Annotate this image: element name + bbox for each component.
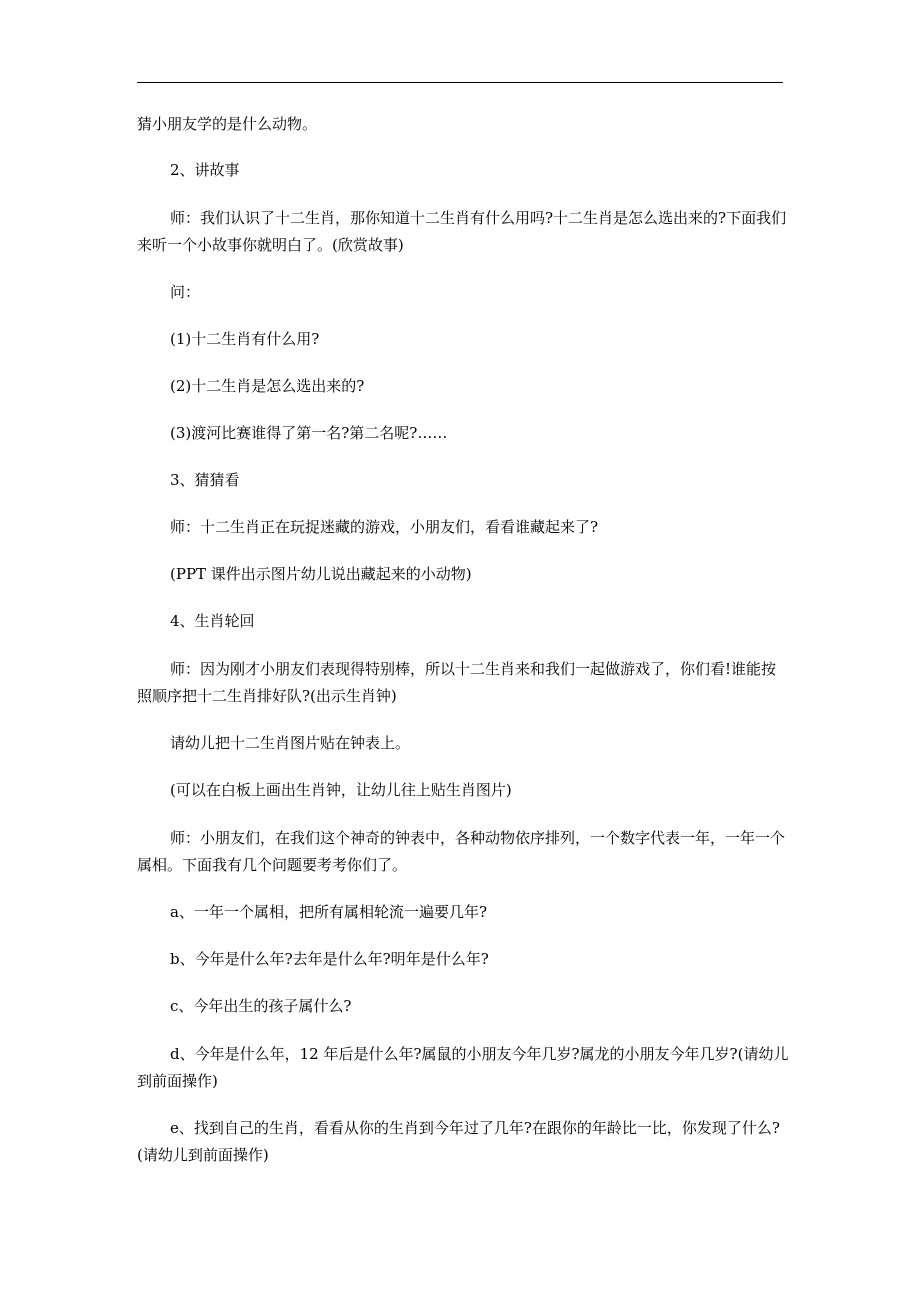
list-item: b、今年是什么年?去年是什么年?明年是什么年?: [170, 950, 489, 968]
list-item: (2)十二生肖是怎么选出来的?: [170, 377, 365, 395]
list-item: (3)渡河比赛谁得了第一名?第二名呢?……: [170, 424, 448, 442]
section-heading: 4、生肖轮回: [170, 612, 255, 630]
list-item: d、今年是什么年，12 年后是什么年?属鼠的小朋友今年几岁?属龙的小朋友今年几岁?(请幼儿到前面操作): [137, 1045, 789, 1090]
paragraph: 请幼儿把十二生肖图片贴在钟表上。: [170, 734, 411, 752]
paragraph: 师：十二生肖正在玩捉迷藏的游戏，小朋友们，看看谁藏起来了?: [170, 518, 599, 536]
section-heading: 2、讲故事: [170, 161, 240, 179]
header-rule: [137, 82, 783, 83]
paragraph: (可以在白板上画出生肖钟，让幼儿往上贴生肖图片): [170, 781, 512, 799]
list-item: (1)十二生肖有什么用?: [170, 330, 320, 348]
paragraph: 师：小朋友们，在我们这个神奇的钟表中，各种动物依序排列，一个数字代表一年，一年一个属相。下面我有几个问题要考考你们了。: [137, 829, 786, 874]
paragraph: 师：因为刚才小朋友们表现得特别棒，所以十二生肖来和我们一起做游戏了，你们看!谁能按照顺序把十二生肖排好队?(出示生肖钟): [137, 660, 777, 705]
list-item: c、今年出生的孩子属什么?: [170, 997, 352, 1015]
paragraph: 师：我们认识了十二生肖，那你知道十二生肖有什么用吗?十二生肖是怎么选出来的?下面我们来听一个小故事你就明白了。(欣赏故事): [137, 209, 787, 254]
list-item: e、找到自己的生肖，看看从你的生肖到今年过了几年?在跟你的年龄比一比，你发现了什么?(请幼儿到前面操作): [137, 1119, 780, 1164]
paragraph: 问：: [170, 283, 201, 301]
paragraph: 猜小朋友学的是什么动物。: [137, 115, 318, 133]
section-heading: 3、猜猜看: [170, 471, 240, 489]
paragraph: (PPT 课件出示图片幼儿说出藏起来的小动物): [170, 565, 472, 583]
list-item: a、一年一个属相，把所有属相轮流一遍要几年?: [170, 903, 487, 921]
